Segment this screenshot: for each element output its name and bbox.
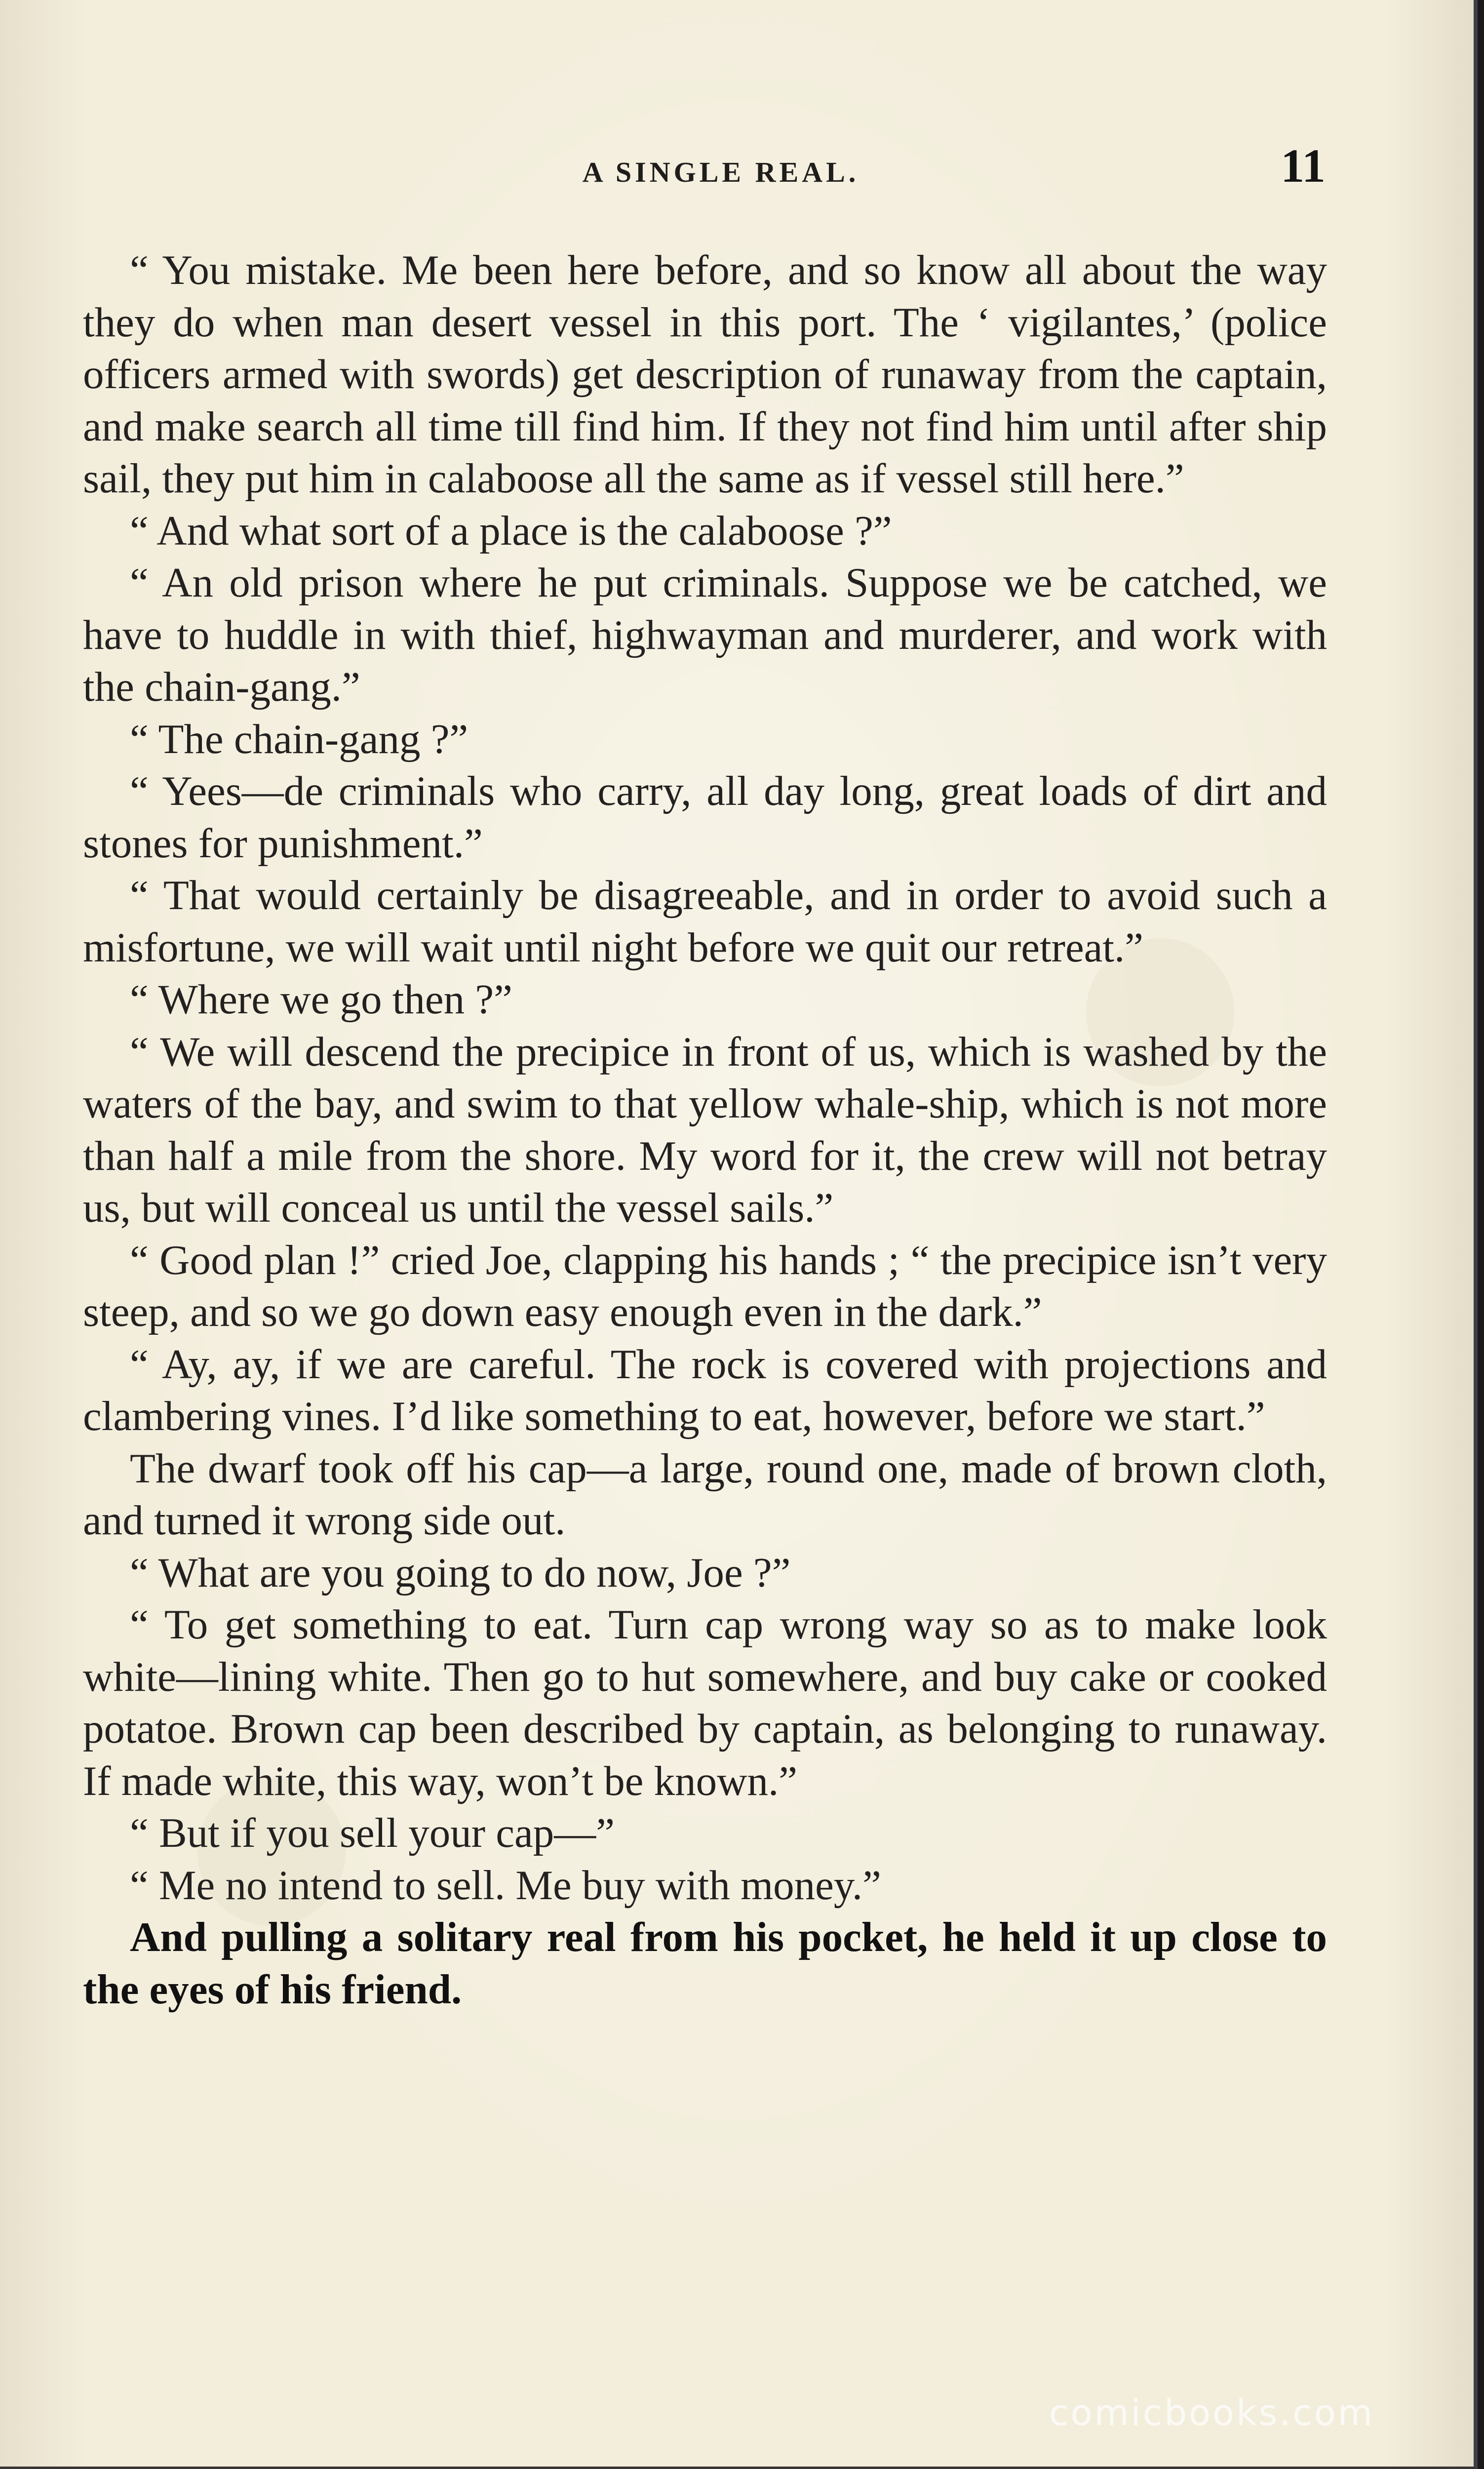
running-head: A SINGLE REAL. bbox=[582, 156, 859, 188]
paragraph: “ Where we go then ?” bbox=[130, 976, 512, 1023]
paragraph: “ You mistake. Me been here before, and so know all about the way they do when man desert vessel in this port. The ‘ vigilantes,’ (police officers armed with swords) get description of runaway from the captain, and make search all time till find him. If they not find him until after ship sail, they put him in calaboose all the same as if vessel still here.” bbox=[83, 247, 1327, 502]
watermark: comicbooks.com bbox=[1049, 2392, 1374, 2433]
body-text bbox=[83, 244, 1327, 2016]
paragraph: “ Good plan !” cried Joe, clapping his hands ; “ the precipice isn’t very steep, and so we go down easy enough even in the dark.” bbox=[83, 1236, 1327, 1335]
paragraph: “ Yees—de criminals who carry, all day long, great loads of dirt and stones for punishment.” bbox=[83, 768, 1327, 867]
paragraph: “ Ay, ay, if we are careful. The rock is covered with projections and clambering vines. I’d like something to eat, however, before we start.” bbox=[83, 1341, 1327, 1439]
paragraph: “ The chain-gang ?” bbox=[130, 716, 469, 762]
paragraph: And pulling a solitary real from his pocket, he held it up close to the eyes of his friend. bbox=[83, 1914, 1327, 2013]
paragraph: The dwarf took off his cap—a large, round one, made of brown cloth, and turned it wrong side out. bbox=[83, 1445, 1327, 1544]
paragraph: “ That would certainly be disagreeable, and in order to avoid such a misfortune, we will wait until night before we quit our retreat.” bbox=[83, 872, 1327, 971]
paragraph: “ Me no intend to sell. Me buy with money.” bbox=[130, 1862, 881, 1909]
paragraph: “ An old prison where he put criminals. Suppose we be catched, we have to huddle in with thief, highwayman and murderer, and work with the chain-gang.” bbox=[83, 559, 1327, 710]
page-header bbox=[0, 133, 1474, 207]
paragraph: “ But if you sell your cap—” bbox=[130, 1810, 615, 1856]
paragraph: “ And what sort of a place is the calaboose ?” bbox=[130, 507, 892, 554]
paragraph: “ We will descend the precipice in front of us, which is washed by the waters of the bay, and swim to that yellow whale-ship, which is not more than half a mile from the shore. My word for it, the crew will not betray us, but will conceal us until the vessel sails.” bbox=[83, 1028, 1327, 1231]
page-number: 11 bbox=[1281, 139, 1326, 192]
paragraph: “ What are you going to do now, Joe ?” bbox=[130, 1549, 791, 1596]
paragraph: “ To get something to eat. Turn cap wrong way so as to make look white—lining white. Then go to hut somewhere, and buy cake or cooked potatoe. Brown cap been described by captain, as belonging to runaway. If made white, this way, won’t be known.” bbox=[83, 1601, 1327, 1804]
